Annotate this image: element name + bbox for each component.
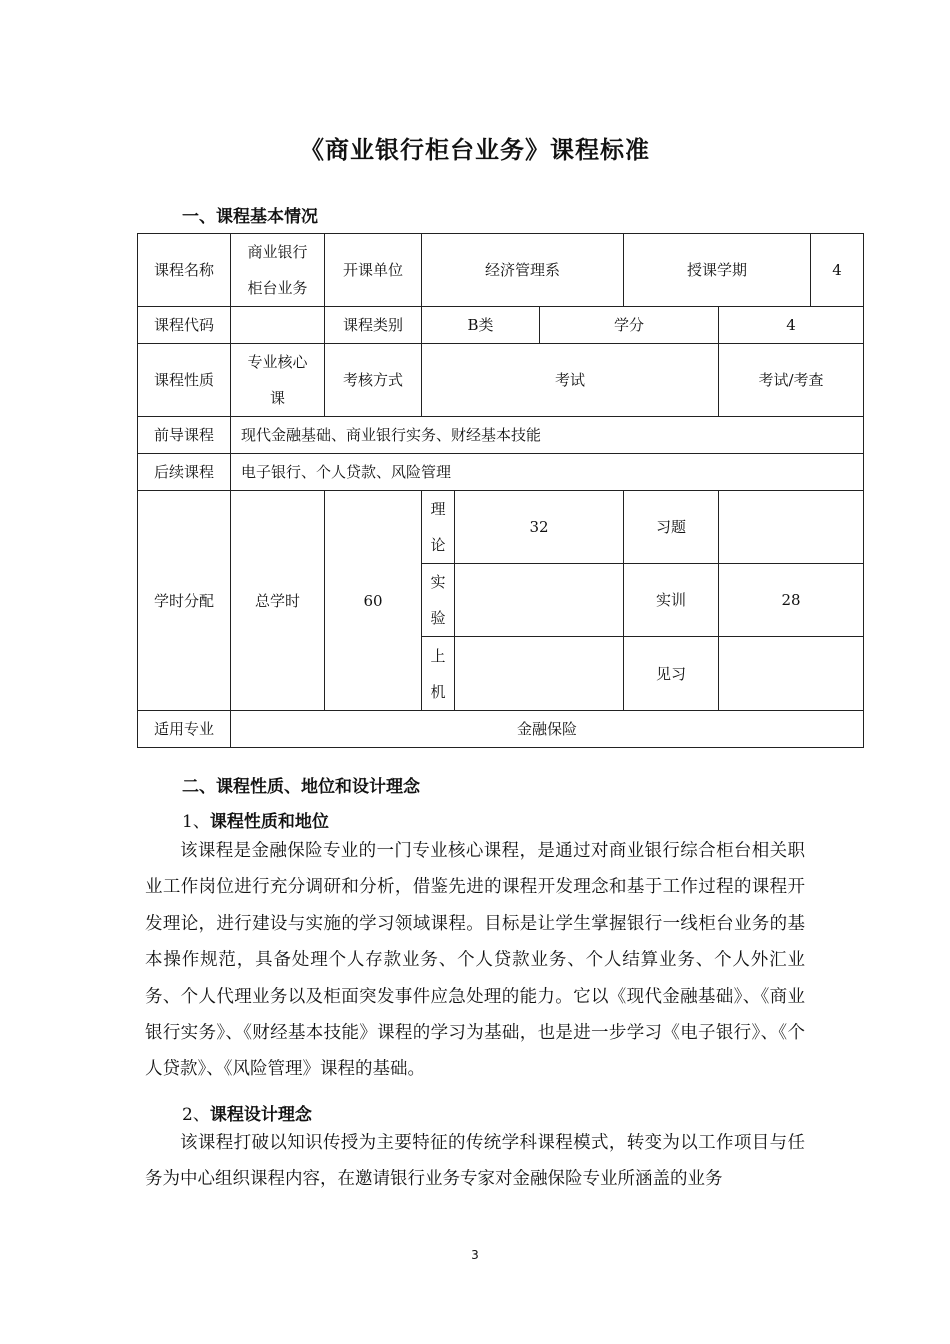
theory-label: 理 论 [422,491,455,564]
assessment-value-2: 考试/考查 [719,344,864,417]
assessment-label: 考核方式 [325,344,422,417]
total-hours-label: 总学时 [231,491,325,711]
course-info-table [137,233,864,748]
computer-label: 上 机 [422,637,455,711]
course-code-value [231,307,325,344]
training-hours-value: 28 [719,564,864,637]
experiment-label: 实 验 [422,564,455,637]
credit-value: 4 [719,307,864,344]
course-name-label: 课程名称 [138,234,231,307]
prerequisite-value: 现代金融基础、商业银行实务、财经基本技能 [231,417,864,454]
course-type-value: B类 [422,307,540,344]
internship-value [719,637,864,711]
experiment-value [455,564,624,637]
semester-label: 授课学期 [624,234,811,307]
computer-value [455,637,624,711]
prerequisite-label: 前导课程 [138,417,231,454]
internship-label: 见习 [624,637,719,711]
dept-value: 经济管理系 [422,234,624,307]
paragraph-course-nature: 该课程是金融保险专业的一门专业核心课程，是通过对商业银行综合柜台相关职业工作岗位进行充分调研和分析，借鉴先进的课程开发理念和基于工作过程的课程开发理论，进行建设与实施的学习领域课程。目标是让学生掌握银行一线柜台业务的基本操作规范，具备处理个人存款业务、个人贷款业务、个人结算业务、个人外汇业务、个人代理业务以及柜面突发事件应急处理的能力。它以《现代金融基础》、《商业银行实务》、《财经基本技能》课程的学习为基础，也是进一步学习《电子银行》、《个人贷款》、《风险管理》课程的基础。 [145,841,805,1080]
credit-label: 学分 [540,307,719,344]
exercise-label: 习题 [624,491,719,564]
dept-label: 开课单位 [325,234,422,307]
section-heading-basic-info: 一、课程基本情况 [182,207,318,227]
training-label: 实训 [624,564,719,637]
exercise-value [719,491,864,564]
subsection-heading-2: 2、课程设计理念 [182,1105,312,1125]
assessment-value: 考试 [422,344,719,417]
theory-hours-value: 32 [455,491,624,564]
major-value: 金融保险 [231,711,864,748]
course-code-label: 课程代码 [138,307,231,344]
course-nature-label: 课程性质 [138,344,231,417]
major-label: 适用专业 [138,711,231,748]
subsection-heading-1: 1、课程性质和地位 [182,812,329,832]
follow-up-label: 后续课程 [138,454,231,491]
course-type-label: 课程类别 [325,307,422,344]
section-heading-nature: 二、课程性质、地位和设计理念 [182,777,420,797]
paragraph-design-concept: 该课程打破以知识传授为主要特征的传统学科课程模式，转变为以工作项目与任务为中心组织课程内容，在邀请银行业务专家对金融保险专业所涵盖的业务 [145,1133,805,1190]
page-number: 3 [471,1248,479,1262]
course-nature-value: 专业核心 课 [231,344,325,417]
hours-allocation-label: 学时分配 [138,491,231,711]
document-title: 《商业银行柜台业务》课程标准 [300,136,650,164]
total-hours-value: 60 [325,491,422,711]
follow-up-value: 电子银行、个人贷款、风险管理 [231,454,864,491]
course-name-value: 商业银行 柜台业务 [231,234,325,307]
semester-value: 4 [811,234,864,307]
